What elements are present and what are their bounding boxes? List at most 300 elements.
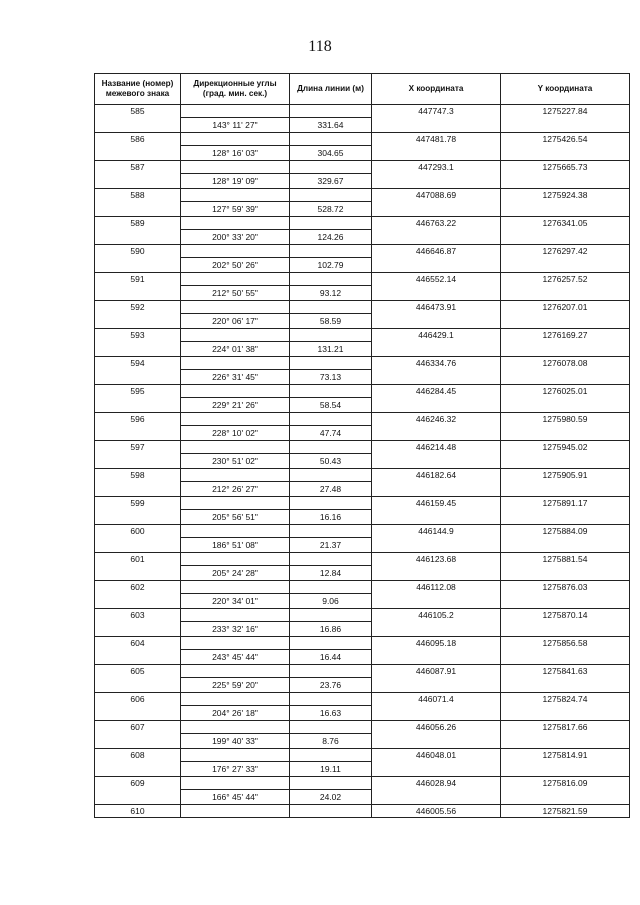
direction-angle-cell: 212° 26' 27" xyxy=(181,482,290,497)
empty-x-cell xyxy=(372,314,501,329)
empty-length-cell xyxy=(290,525,372,538)
x-coordinate-cell: 446087.91 xyxy=(372,665,501,678)
empty-angle-cell xyxy=(181,805,290,818)
y-coordinate-cell: 1275817.66 xyxy=(501,721,630,734)
point-name-cell: 600 xyxy=(95,525,181,538)
empty-angle-cell xyxy=(181,469,290,482)
point-name-cell: 603 xyxy=(95,609,181,622)
empty-angle-cell xyxy=(181,749,290,762)
direction-angle-cell: 202° 50' 26" xyxy=(181,258,290,273)
empty-x-cell xyxy=(372,538,501,553)
y-coordinate-cell: 1276257.52 xyxy=(501,273,630,286)
empty-y-cell xyxy=(501,174,630,189)
table-row xyxy=(95,581,630,594)
table-row xyxy=(95,174,630,189)
table-row xyxy=(95,273,630,286)
empty-y-cell xyxy=(501,454,630,469)
table-row xyxy=(95,762,630,777)
line-length-cell: 16.63 xyxy=(290,706,372,721)
empty-angle-cell xyxy=(181,385,290,398)
empty-x-cell xyxy=(372,650,501,665)
empty-x-cell xyxy=(372,146,501,161)
empty-x-cell xyxy=(372,398,501,413)
line-length-cell: 19.11 xyxy=(290,762,372,777)
empty-length-cell xyxy=(290,329,372,342)
line-length-cell: 528.72 xyxy=(290,202,372,217)
line-length-cell: 27.48 xyxy=(290,482,372,497)
empty-name-cell xyxy=(95,314,181,329)
empty-length-cell xyxy=(290,133,372,146)
point-name-cell: 587 xyxy=(95,161,181,174)
point-name-cell: 597 xyxy=(95,441,181,454)
point-name-cell: 599 xyxy=(95,497,181,510)
empty-name-cell xyxy=(95,734,181,749)
empty-y-cell xyxy=(501,146,630,161)
table-row xyxy=(95,749,630,762)
table-row xyxy=(95,678,630,693)
empty-name-cell xyxy=(95,650,181,665)
point-name-cell: 590 xyxy=(95,245,181,258)
table-row xyxy=(95,777,630,790)
line-length-cell: 9.06 xyxy=(290,594,372,609)
direction-angle-cell: 204° 26' 18" xyxy=(181,706,290,721)
empty-name-cell xyxy=(95,622,181,637)
y-coordinate-cell: 1275980.59 xyxy=(501,413,630,426)
empty-angle-cell xyxy=(181,441,290,454)
table-row xyxy=(95,146,630,161)
empty-name-cell xyxy=(95,706,181,721)
table-row xyxy=(95,734,630,749)
empty-name-cell xyxy=(95,510,181,525)
empty-name-cell xyxy=(95,146,181,161)
empty-angle-cell xyxy=(181,105,290,118)
x-coordinate-cell: 446105.2 xyxy=(372,609,501,622)
empty-length-cell xyxy=(290,637,372,650)
empty-name-cell xyxy=(95,174,181,189)
point-name-cell: 594 xyxy=(95,357,181,370)
table-row xyxy=(95,637,630,650)
empty-name-cell xyxy=(95,286,181,301)
empty-length-cell xyxy=(290,357,372,370)
y-coordinate-cell: 1276078.08 xyxy=(501,357,630,370)
direction-angle-cell: 243° 45' 44" xyxy=(181,650,290,665)
table-row xyxy=(95,665,630,678)
y-coordinate-cell: 1275814.91 xyxy=(501,749,630,762)
empty-x-cell xyxy=(372,790,501,805)
table-row xyxy=(95,133,630,146)
empty-angle-cell xyxy=(181,665,290,678)
table-row xyxy=(95,609,630,622)
empty-x-cell xyxy=(372,622,501,637)
line-length-cell: 58.54 xyxy=(290,398,372,413)
y-coordinate-cell: 1275870.14 xyxy=(501,609,630,622)
direction-angle-cell: 230° 51' 02" xyxy=(181,454,290,469)
x-coordinate-cell: 446112.08 xyxy=(372,581,501,594)
empty-angle-cell xyxy=(181,301,290,314)
line-length-cell: 331.64 xyxy=(290,118,372,133)
empty-x-cell xyxy=(372,566,501,581)
empty-length-cell xyxy=(290,609,372,622)
direction-angle-cell: 228° 10' 02" xyxy=(181,426,290,441)
table-row xyxy=(95,706,630,721)
empty-angle-cell xyxy=(181,525,290,538)
empty-name-cell xyxy=(95,594,181,609)
table-row xyxy=(95,202,630,217)
x-coordinate-cell: 446646.87 xyxy=(372,245,501,258)
empty-length-cell xyxy=(290,693,372,706)
y-coordinate-cell: 1276169.27 xyxy=(501,329,630,342)
table-row xyxy=(95,454,630,469)
empty-length-cell xyxy=(290,189,372,202)
point-name-cell: 602 xyxy=(95,581,181,594)
empty-y-cell xyxy=(501,510,630,525)
table-row xyxy=(95,314,630,329)
empty-y-cell xyxy=(501,678,630,693)
table-row xyxy=(95,301,630,314)
empty-name-cell xyxy=(95,370,181,385)
x-coordinate-cell: 446284.45 xyxy=(372,385,501,398)
x-coordinate-cell: 446144.9 xyxy=(372,525,501,538)
empty-x-cell xyxy=(372,202,501,217)
empty-length-cell xyxy=(290,553,372,566)
direction-angle-cell: 176° 27' 33" xyxy=(181,762,290,777)
line-length-cell: 12.84 xyxy=(290,566,372,581)
line-length-cell: 16.16 xyxy=(290,510,372,525)
empty-name-cell xyxy=(95,454,181,469)
direction-angle-cell: 127° 59' 39" xyxy=(181,202,290,217)
empty-name-cell xyxy=(95,482,181,497)
direction-angle-cell: 199° 40' 33" xyxy=(181,734,290,749)
y-coordinate-cell: 1275816.09 xyxy=(501,777,630,790)
line-length-cell: 21.37 xyxy=(290,538,372,553)
empty-y-cell xyxy=(501,230,630,245)
line-length-cell: 24.02 xyxy=(290,790,372,805)
table-body xyxy=(95,105,630,818)
empty-x-cell xyxy=(372,510,501,525)
table-row xyxy=(95,693,630,706)
y-coordinate-cell: 1275924.38 xyxy=(501,189,630,202)
table-row xyxy=(95,189,630,202)
direction-angle-cell: 229° 21' 26" xyxy=(181,398,290,413)
y-coordinate-cell: 1276341.05 xyxy=(501,217,630,230)
empty-y-cell xyxy=(501,566,630,581)
direction-angle-cell: 205° 24' 28" xyxy=(181,566,290,581)
x-coordinate-cell: 447088.69 xyxy=(372,189,501,202)
point-name-cell: 588 xyxy=(95,189,181,202)
x-coordinate-cell: 446056.26 xyxy=(372,721,501,734)
empty-length-cell xyxy=(290,413,372,426)
direction-angle-cell: 220° 34' 01" xyxy=(181,594,290,609)
y-coordinate-cell: 1275945.02 xyxy=(501,441,630,454)
table-row xyxy=(95,230,630,245)
header-direction-angle: Дирекционные углы (град. мин. сек.) xyxy=(181,74,290,105)
empty-angle-cell xyxy=(181,497,290,510)
empty-y-cell xyxy=(501,426,630,441)
table-row xyxy=(95,217,630,230)
empty-name-cell xyxy=(95,566,181,581)
x-coordinate-cell: 446182.64 xyxy=(372,469,501,482)
direction-angle-cell: 143° 11' 27" xyxy=(181,118,290,133)
empty-angle-cell xyxy=(181,581,290,594)
table-row xyxy=(95,510,630,525)
empty-y-cell xyxy=(501,650,630,665)
table-row xyxy=(95,469,630,482)
line-length-cell: 131.21 xyxy=(290,342,372,357)
table-row xyxy=(95,342,630,357)
x-coordinate-cell: 447481.78 xyxy=(372,133,501,146)
empty-angle-cell xyxy=(181,693,290,706)
y-coordinate-cell: 1275905.91 xyxy=(501,469,630,482)
empty-length-cell xyxy=(290,721,372,734)
line-length-cell: 23.76 xyxy=(290,678,372,693)
empty-length-cell xyxy=(290,301,372,314)
empty-name-cell xyxy=(95,118,181,133)
empty-y-cell xyxy=(501,790,630,805)
x-coordinate-cell: 446095.18 xyxy=(372,637,501,650)
empty-x-cell xyxy=(372,258,501,273)
direction-angle-cell: 224° 01' 38" xyxy=(181,342,290,357)
page-number: 118 xyxy=(308,38,332,55)
table-row xyxy=(95,245,630,258)
empty-angle-cell xyxy=(181,721,290,734)
empty-x-cell xyxy=(372,482,501,497)
y-coordinate-cell: 1275876.03 xyxy=(501,581,630,594)
table-row xyxy=(95,286,630,301)
table-row xyxy=(95,426,630,441)
point-name-cell: 608 xyxy=(95,749,181,762)
empty-name-cell xyxy=(95,398,181,413)
empty-name-cell xyxy=(95,202,181,217)
line-length-cell: 73.13 xyxy=(290,370,372,385)
table-row xyxy=(95,385,630,398)
direction-angle-cell: 128° 19' 09" xyxy=(181,174,290,189)
table-row xyxy=(95,553,630,566)
x-coordinate-cell: 447747.3 xyxy=(372,105,501,118)
empty-name-cell xyxy=(95,790,181,805)
y-coordinate-cell: 1275227.84 xyxy=(501,105,630,118)
table-row xyxy=(95,622,630,637)
empty-length-cell xyxy=(290,469,372,482)
empty-x-cell xyxy=(372,118,501,133)
y-coordinate-cell: 1275856.58 xyxy=(501,637,630,650)
direction-angle-cell: 186° 51' 08" xyxy=(181,538,290,553)
x-coordinate-cell: 446473.91 xyxy=(372,301,501,314)
empty-length-cell xyxy=(290,665,372,678)
point-name-cell: 593 xyxy=(95,329,181,342)
header-y-coordinate: Y координата xyxy=(501,74,630,105)
empty-length-cell xyxy=(290,105,372,118)
y-coordinate-cell: 1275881.54 xyxy=(501,553,630,566)
y-coordinate-cell: 1275426.54 xyxy=(501,133,630,146)
empty-x-cell xyxy=(372,426,501,441)
empty-angle-cell xyxy=(181,161,290,174)
direction-angle-cell: 220° 06' 17" xyxy=(181,314,290,329)
point-name-cell: 601 xyxy=(95,553,181,566)
empty-angle-cell xyxy=(181,329,290,342)
direction-angle-cell: 212° 50' 55" xyxy=(181,286,290,301)
empty-length-cell xyxy=(290,273,372,286)
point-name-cell: 604 xyxy=(95,637,181,650)
empty-x-cell xyxy=(372,370,501,385)
table-row xyxy=(95,329,630,342)
empty-angle-cell xyxy=(181,777,290,790)
y-coordinate-cell: 1275884.09 xyxy=(501,525,630,538)
point-name-cell: 607 xyxy=(95,721,181,734)
empty-length-cell xyxy=(290,217,372,230)
y-coordinate-cell: 1275824.74 xyxy=(501,693,630,706)
direction-angle-cell: 226° 31' 45" xyxy=(181,370,290,385)
y-coordinate-cell: 1276207.01 xyxy=(501,301,630,314)
empty-length-cell xyxy=(290,441,372,454)
x-coordinate-cell: 447293.1 xyxy=(372,161,501,174)
table-header-row xyxy=(95,74,630,105)
x-coordinate-cell: 446334.76 xyxy=(372,357,501,370)
empty-name-cell xyxy=(95,426,181,441)
table-row xyxy=(95,482,630,497)
direction-angle-cell: 225° 59' 20" xyxy=(181,678,290,693)
x-coordinate-cell: 446552.14 xyxy=(372,273,501,286)
empty-length-cell xyxy=(290,161,372,174)
table-row xyxy=(95,105,630,118)
empty-y-cell xyxy=(501,118,630,133)
point-name-cell: 591 xyxy=(95,273,181,286)
empty-angle-cell xyxy=(181,245,290,258)
boundary-coordinates-table xyxy=(94,73,630,818)
y-coordinate-cell: 1275821.59 xyxy=(501,805,630,818)
empty-x-cell xyxy=(372,706,501,721)
empty-x-cell xyxy=(372,342,501,357)
line-length-cell: 124.26 xyxy=(290,230,372,245)
empty-y-cell xyxy=(501,202,630,217)
point-name-cell: 598 xyxy=(95,469,181,482)
empty-angle-cell xyxy=(181,413,290,426)
point-name-cell: 589 xyxy=(95,217,181,230)
line-length-cell: 8.76 xyxy=(290,734,372,749)
empty-y-cell xyxy=(501,622,630,637)
table-row xyxy=(95,790,630,805)
direction-angle-cell: 166° 45' 44" xyxy=(181,790,290,805)
table-row xyxy=(95,525,630,538)
empty-x-cell xyxy=(372,286,501,301)
empty-y-cell xyxy=(501,594,630,609)
point-name-cell: 585 xyxy=(95,105,181,118)
x-coordinate-cell: 446429.1 xyxy=(372,329,501,342)
x-coordinate-cell: 446028.94 xyxy=(372,777,501,790)
empty-x-cell xyxy=(372,734,501,749)
y-coordinate-cell: 1275841.63 xyxy=(501,665,630,678)
x-coordinate-cell: 446071.4 xyxy=(372,693,501,706)
direction-angle-cell: 205° 56' 51" xyxy=(181,510,290,525)
empty-length-cell xyxy=(290,497,372,510)
point-name-cell: 595 xyxy=(95,385,181,398)
header-point-name: Название (номер) межевого знака xyxy=(95,74,181,105)
empty-y-cell xyxy=(501,706,630,721)
table-row xyxy=(95,805,630,818)
line-length-cell: 50.43 xyxy=(290,454,372,469)
point-name-cell: 586 xyxy=(95,133,181,146)
empty-x-cell xyxy=(372,174,501,189)
point-name-cell: 610 xyxy=(95,805,181,818)
table-row xyxy=(95,370,630,385)
x-coordinate-cell: 446763.22 xyxy=(372,217,501,230)
empty-angle-cell xyxy=(181,189,290,202)
empty-y-cell xyxy=(501,258,630,273)
table-row xyxy=(95,258,630,273)
point-name-cell: 606 xyxy=(95,693,181,706)
y-coordinate-cell: 1276297.42 xyxy=(501,245,630,258)
empty-y-cell xyxy=(501,482,630,497)
table-row xyxy=(95,357,630,370)
x-coordinate-cell: 446159.45 xyxy=(372,497,501,510)
empty-name-cell xyxy=(95,678,181,693)
table-row xyxy=(95,413,630,426)
empty-y-cell xyxy=(501,538,630,553)
line-length-cell: 58.59 xyxy=(290,314,372,329)
empty-name-cell xyxy=(95,258,181,273)
empty-name-cell xyxy=(95,762,181,777)
empty-y-cell xyxy=(501,370,630,385)
point-name-cell: 596 xyxy=(95,413,181,426)
empty-name-cell xyxy=(95,230,181,245)
empty-x-cell xyxy=(372,762,501,777)
empty-y-cell xyxy=(501,314,630,329)
table-row xyxy=(95,398,630,413)
line-length-cell: 304.65 xyxy=(290,146,372,161)
x-coordinate-cell: 446005.56 xyxy=(372,805,501,818)
line-length-cell: 329.67 xyxy=(290,174,372,189)
line-length-cell: 16.86 xyxy=(290,622,372,637)
x-coordinate-cell: 446048.01 xyxy=(372,749,501,762)
empty-length-cell xyxy=(290,777,372,790)
empty-angle-cell xyxy=(181,217,290,230)
y-coordinate-cell: 1275891.17 xyxy=(501,497,630,510)
table-row xyxy=(95,566,630,581)
empty-angle-cell xyxy=(181,357,290,370)
header-x-coordinate: X координата xyxy=(372,74,501,105)
direction-angle-cell: 233° 32' 16" xyxy=(181,622,290,637)
x-coordinate-cell: 446123.68 xyxy=(372,553,501,566)
empty-x-cell xyxy=(372,594,501,609)
x-coordinate-cell: 446246.32 xyxy=(372,413,501,426)
empty-length-cell xyxy=(290,749,372,762)
empty-y-cell xyxy=(501,398,630,413)
empty-name-cell xyxy=(95,342,181,357)
direction-angle-cell: 200° 33' 20" xyxy=(181,230,290,245)
line-length-cell: 93.12 xyxy=(290,286,372,301)
table-row xyxy=(95,594,630,609)
table-row xyxy=(95,538,630,553)
table-row xyxy=(95,721,630,734)
empty-y-cell xyxy=(501,762,630,777)
direction-angle-cell: 128° 16' 03" xyxy=(181,146,290,161)
table-row xyxy=(95,161,630,174)
table-row xyxy=(95,118,630,133)
table-row xyxy=(95,497,630,510)
empty-x-cell xyxy=(372,230,501,245)
x-coordinate-cell: 446214.48 xyxy=(372,441,501,454)
empty-angle-cell xyxy=(181,133,290,146)
line-length-cell: 102.79 xyxy=(290,258,372,273)
y-coordinate-cell: 1276025.01 xyxy=(501,385,630,398)
header-line-length: Длина линии (м) xyxy=(290,74,372,105)
table-row xyxy=(95,441,630,454)
table-row xyxy=(95,650,630,665)
point-name-cell: 592 xyxy=(95,301,181,314)
empty-length-cell xyxy=(290,385,372,398)
point-name-cell: 605 xyxy=(95,665,181,678)
line-length-cell: 16.44 xyxy=(290,650,372,665)
line-length-cell: 47.74 xyxy=(290,426,372,441)
